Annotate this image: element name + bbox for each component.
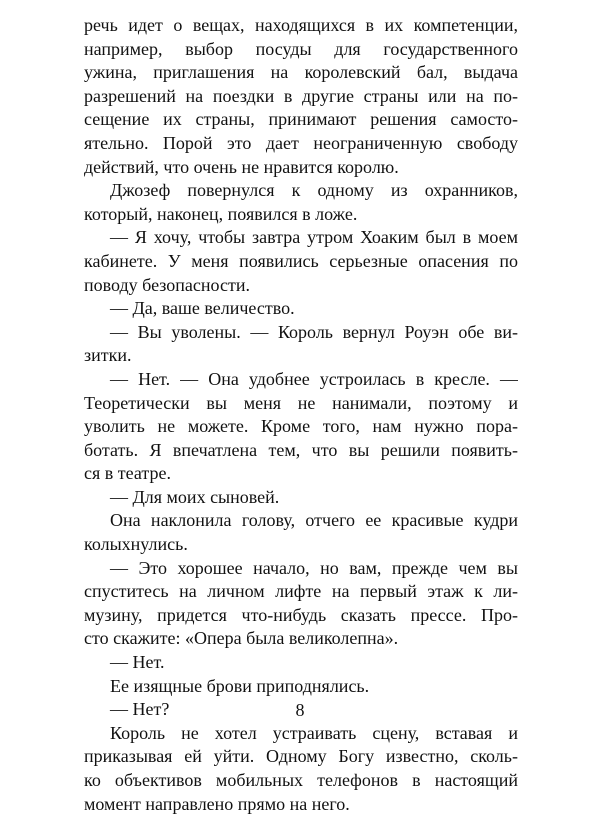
- text-line: ся в театре.: [84, 463, 171, 484]
- text-line: сто скажите: «Опера была великолепна».: [84, 628, 399, 649]
- text-line: колыхнулись.: [84, 534, 188, 555]
- text-line: — Я хочу, чтобы завтра утром Хоаким был в моем: [110, 227, 518, 248]
- text-line: — Нет?: [110, 699, 170, 720]
- text-line: который, наконец, появился в ложе.: [84, 203, 358, 224]
- text-line: поводу безопасности.: [84, 274, 250, 295]
- text-line: зитки.: [84, 345, 132, 366]
- text-line: речь идет о вещах, находящихся в их компетенции,: [84, 15, 518, 35]
- text-line: ботать. Я впечатлена тем, что вы решили появить-: [84, 439, 518, 460]
- text-line: приказывая ей уйти. Одному Богу известно, сколь-: [84, 746, 518, 767]
- text-line: — Вы уволены. — Король вернул Роуэн обе ви-: [110, 321, 518, 342]
- text-line: например, выбор посуды для государственного: [84, 38, 518, 59]
- text-line: Она наклонила голову, отчего ее красивые кудри: [110, 510, 518, 531]
- text-line: разрешений на поездки в другие страны или на по-: [84, 85, 518, 106]
- text-line: — Для моих сыновей.: [110, 486, 280, 507]
- text-line: Теоретически вы меня не нанимали, поэтому и: [84, 392, 518, 413]
- text-line: Ее изящные брови приподнялись.: [110, 675, 370, 696]
- text-line: уволить не можете. Кроме того, нам нужно пора-: [84, 416, 518, 437]
- page-number: 8: [295, 700, 305, 720]
- text-line: Король не хотел устраивать сцену, вставая и: [110, 722, 518, 743]
- text-line: ужина, приглашения на королевский бал, выдача: [84, 62, 518, 83]
- text-line: — Нет. — Она удобнее устроилась в кресле. —: [110, 368, 518, 389]
- text-line: Джозеф повернулся к одному из охранников,: [110, 180, 518, 201]
- text-line: ятельно. Порой это дает неограниченную свободу: [84, 132, 518, 153]
- text-line: — Да, ваше величество.: [110, 298, 295, 319]
- text-line: момент направлено прямо на него.: [84, 793, 350, 814]
- text-line: ко объективов мобильных телефонов в настоящий: [84, 770, 518, 790]
- text-line: — Нет.: [110, 652, 165, 673]
- text-line: сещение их страны, принимают решения самосто-: [84, 109, 518, 130]
- text-line: — Это хорошее начало, но вам, прежде чем вы: [110, 557, 518, 578]
- text-line: кабинете. У меня появились серьезные опасения по: [84, 250, 518, 271]
- text-line: музину, придется что-нибудь сказать прессе. Про-: [84, 604, 518, 625]
- page-text: [84, 14, 518, 816]
- text-line: спуститесь на личном лифте на первый этаж к ли-: [84, 581, 518, 602]
- text-line: действий, что очень не нравится королю.: [84, 156, 399, 177]
